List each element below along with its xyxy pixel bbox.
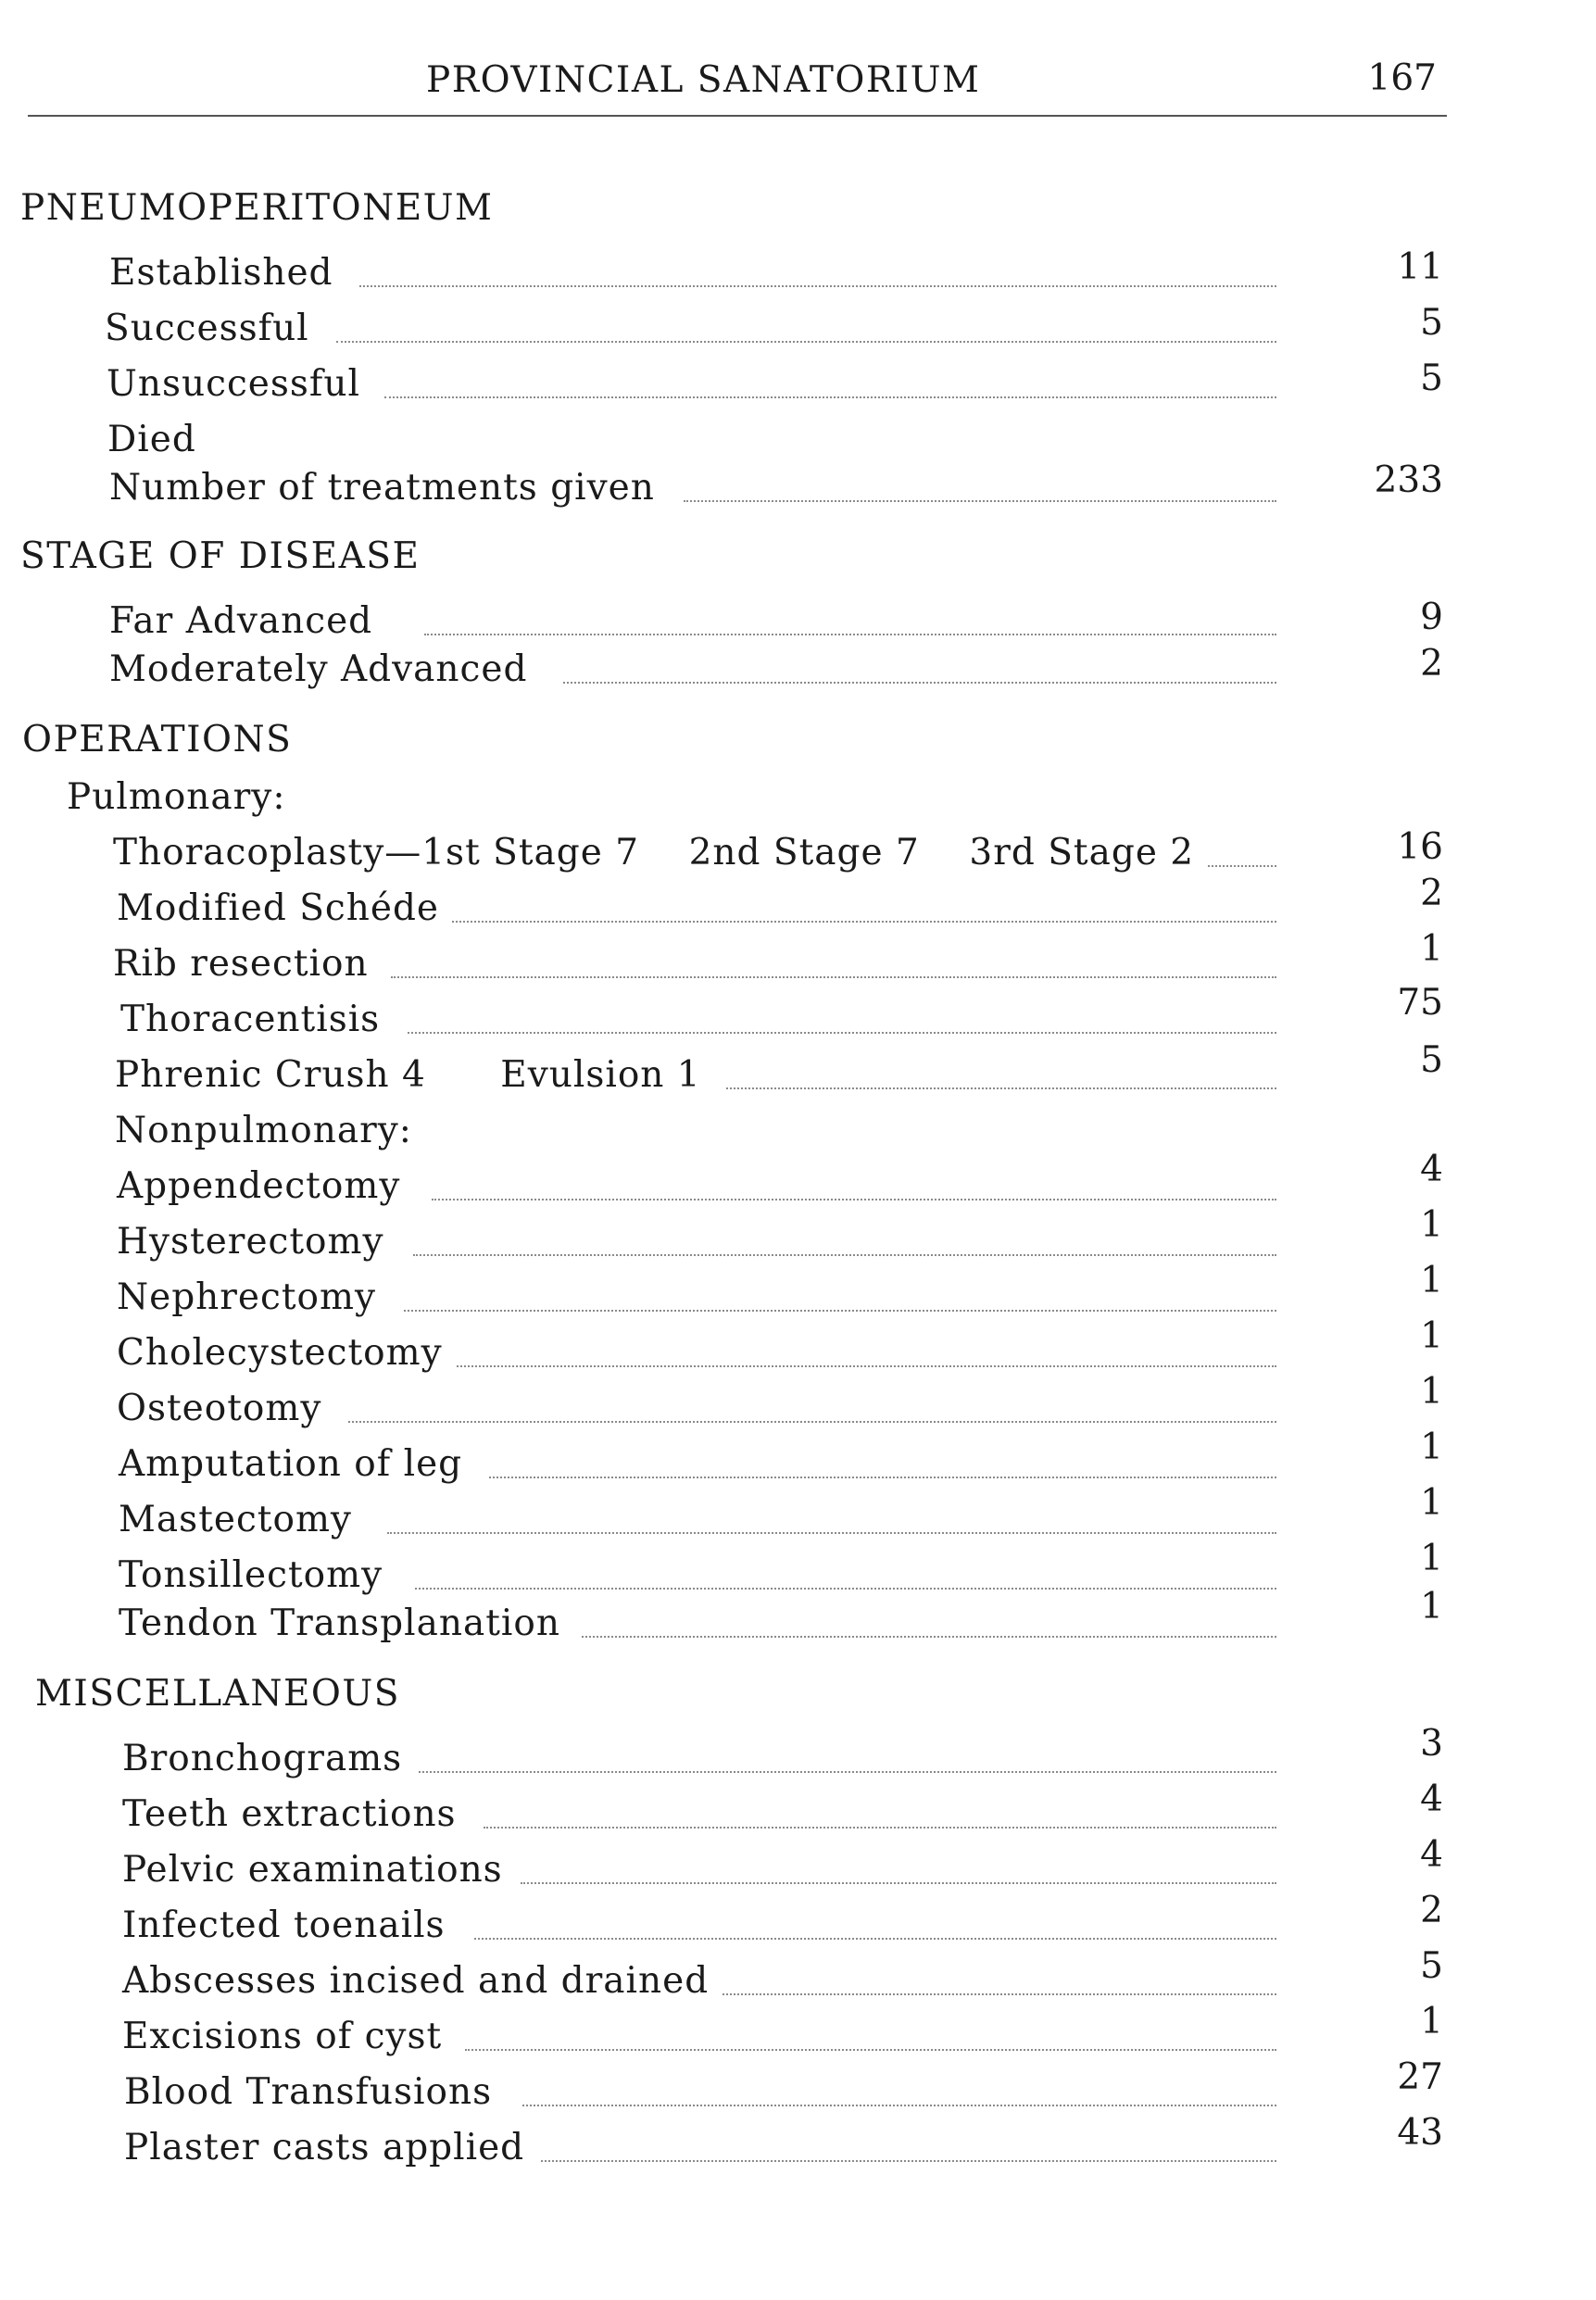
dot-leader — [415, 1588, 1276, 1590]
item-value: 2 — [1420, 1890, 1443, 1931]
item-label: Tendon Transplanation — [119, 1602, 573, 1644]
page-number: 167 — [1367, 57, 1437, 99]
list-item — [122, 1904, 1276, 1951]
dot-leader — [391, 976, 1276, 978]
dot-leader — [359, 285, 1276, 287]
section-heading-stage-of-disease: STAGE OF DISEASE — [20, 535, 421, 577]
dot-leader — [419, 1771, 1276, 1773]
item-value: 4 — [1420, 1149, 1443, 1190]
item-value: 1 — [1420, 928, 1443, 970]
list-item — [119, 1499, 1276, 1545]
dot-leader — [413, 1254, 1276, 1256]
list-item — [109, 467, 1276, 513]
header-rule — [28, 115, 1447, 117]
item-label: Nephrectomy — [117, 1276, 389, 1318]
dot-leader — [387, 1532, 1276, 1534]
item-label: Plaster casts applied — [124, 2127, 537, 2168]
list-item — [122, 1849, 1276, 1895]
list-item — [117, 1332, 1276, 1378]
item-value: 5 — [1420, 1039, 1443, 1081]
item-label: Appendectomy — [117, 1165, 413, 1207]
dot-leader — [450, 1365, 1276, 1367]
dot-leader — [336, 341, 1276, 343]
item-label: Established — [109, 252, 346, 294]
item-value: 1 — [1420, 2001, 1443, 2042]
list-item — [119, 1443, 1276, 1489]
list-item — [124, 2127, 1276, 2173]
item-label: Died — [107, 419, 209, 460]
dot-leader — [424, 634, 1276, 635]
dot-leader — [521, 1882, 1276, 1884]
item-label: Thoracentisis — [120, 999, 393, 1040]
item-value: 1 — [1420, 1204, 1443, 1246]
list-item — [117, 1221, 1276, 1267]
item-value: 75 — [1397, 982, 1443, 1024]
list-item — [119, 1602, 1276, 1649]
item-label: Teeth extractions — [122, 1793, 470, 1835]
dot-leader — [384, 396, 1276, 398]
item-value: 16 — [1397, 826, 1443, 868]
item-value: 1 — [1420, 1315, 1443, 1357]
list-item — [107, 363, 1276, 409]
dot-leader — [441, 921, 1276, 923]
item-value: 2 — [1420, 643, 1443, 685]
item-value: 1 — [1420, 1586, 1443, 1628]
dot-leader — [541, 2160, 1276, 2162]
item-label: Moderately Advanced — [109, 648, 540, 690]
item-value: 11 — [1397, 246, 1443, 288]
item-value: 5 — [1420, 302, 1443, 344]
item-label: Bronchograms — [122, 1738, 415, 1779]
item-value: 27 — [1397, 2056, 1443, 2098]
item-label: Far Advanced — [109, 600, 385, 642]
item-label: Unsuccessful — [107, 363, 373, 405]
item-label: Pelvic examinations — [122, 1849, 516, 1891]
dot-leader — [522, 2105, 1276, 2106]
item-value: 1 — [1420, 1260, 1443, 1301]
list-item — [113, 943, 1276, 989]
dot-leader — [348, 1421, 1276, 1423]
item-label: Excisions of cyst — [122, 2016, 455, 2057]
item-label: Blood Transfusions — [124, 2071, 505, 2113]
list-item — [122, 1738, 1276, 1784]
section-heading-miscellaneous: MISCELLANEOUS — [35, 1673, 400, 1715]
item-label: Osteotomy — [117, 1388, 334, 1429]
dot-leader — [684, 500, 1276, 502]
item-value: 5 — [1420, 1945, 1443, 1987]
list-item — [113, 832, 1276, 878]
item-value: 1 — [1420, 1538, 1443, 1579]
list-item — [117, 1388, 1276, 1434]
list-item — [107, 419, 478, 465]
item-label: Tonsillectomy — [119, 1554, 396, 1596]
item-value: 4 — [1420, 1834, 1443, 1876]
item-value: 1 — [1420, 1371, 1443, 1413]
dot-leader — [465, 2049, 1276, 2051]
running-title: PROVINCIAL SANATORIUM — [426, 59, 981, 101]
list-item — [119, 1554, 1276, 1601]
item-label: Hysterectomy — [117, 1221, 397, 1263]
subheading-pulmonary: Pulmonary: — [67, 776, 286, 818]
list-item — [109, 252, 1276, 298]
item-label: Number of treatments given — [109, 467, 668, 509]
item-label: Rib resection — [113, 943, 382, 985]
item-label: Cholecystectomy — [117, 1332, 456, 1374]
item-value: 9 — [1420, 597, 1443, 638]
dot-leader — [432, 1199, 1276, 1200]
item-value: 1 — [1420, 1427, 1443, 1468]
item-value: 233 — [1374, 459, 1443, 501]
dot-leader — [404, 1310, 1276, 1312]
list-item — [109, 648, 1276, 695]
item-value: 4 — [1420, 1778, 1443, 1820]
dot-leader — [408, 1032, 1276, 1034]
item-value: 2 — [1420, 873, 1443, 914]
dot-leader — [484, 1827, 1276, 1829]
dot-leader — [726, 1087, 1276, 1089]
list-item — [124, 2071, 1276, 2118]
list-item — [122, 1793, 1276, 1840]
list-item — [117, 1276, 1276, 1323]
section-heading-pneumoperitoneum: PNEUMOPERITONEUM — [20, 187, 494, 229]
list-item — [115, 1054, 1276, 1100]
dot-leader — [715, 1993, 1276, 1995]
item-label: Successful — [105, 308, 322, 349]
item-label: Modified Schéde — [117, 887, 452, 929]
item-label: Infected toenails — [122, 1904, 459, 1946]
item-label: Phrenic Crush 4 Evulsion 1 — [115, 1054, 714, 1096]
item-value: 43 — [1397, 2112, 1443, 2154]
item-label: Abscesses incised and drained — [122, 1960, 722, 2002]
subheading-nonpulmonary: Nonpulmonary: — [115, 1110, 412, 1151]
item-label: Amputation of leg — [119, 1443, 475, 1485]
list-item — [117, 1165, 1276, 1212]
item-label: Thoracoplasty—1st Stage 7 2nd Stage 7 3rd Stage 2 — [113, 832, 1207, 873]
section-heading-operations: OPERATIONS — [22, 719, 293, 760]
item-value: 1 — [1420, 1482, 1443, 1524]
list-item — [117, 887, 1276, 934]
dot-leader — [474, 1938, 1276, 1940]
list-item — [120, 999, 1276, 1045]
list-item — [122, 2016, 1276, 2062]
list-item — [109, 600, 1276, 647]
dot-leader — [582, 1636, 1276, 1638]
dot-leader — [563, 682, 1276, 684]
item-label: Mastectomy — [119, 1499, 365, 1540]
item-value: 5 — [1420, 358, 1443, 399]
item-value: 3 — [1420, 1723, 1443, 1765]
dot-leader — [489, 1477, 1276, 1478]
list-item — [105, 308, 1276, 354]
list-item — [122, 1960, 1276, 2006]
